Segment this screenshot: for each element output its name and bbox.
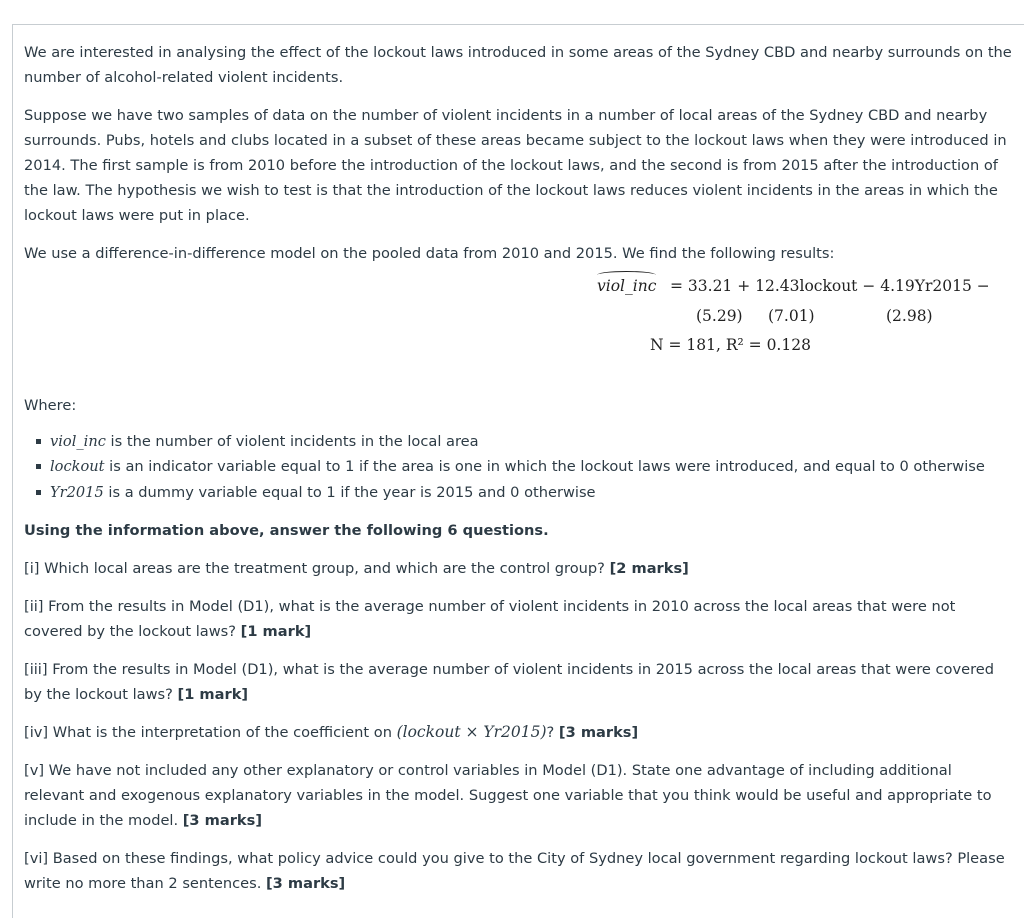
question-4-math: (lockout × Yr2015) [396,722,547,741]
definition-term: lockout [50,458,105,476]
question-6-text: [vi] Based on these findings, what policy advice could you give to the City of Sydney local government regarding lockout laws? Please write no more than 2 sentences. [24,849,1005,892]
se-constant: (5.29) [696,307,743,325]
se-lockout: (7.01) [768,307,815,325]
question-5-marks: [3 marks] [182,811,262,829]
equation-stats: N = 181, R² = 0.128 [650,336,811,354]
regression-equation [24,273,1014,393]
equation-lhs-text: viol_inc [597,277,657,295]
intro-paragraph: We are interested in analysing the effect of the lockout laws introduced in some areas of the Sydney CBD and nearby surrounds on the number of alcohol-related violent incidents. [24,44,1012,86]
question-5-text: [v] We have not included any other explanatory or control variables in Model (D1). State one advantage of including additional relevant and exogenous explanatory variables in the model. Suggest one variable that you think would be useful and appropriate to include in the model. [24,761,992,829]
definition-term: Yr2015 [50,483,104,501]
context-paragraph: Suppose we have two samples of data on the number of violent incidents in a number of local areas of the Sydney CBD and nearby surrounds. Pubs, hotels and clubs located in a subset of these areas became subject to the lockout laws when they were introduced in 2014. The first sample is from 2010 before the introduction of the lockout laws, and the second is from 2015 after the introduction of the law. The hypothesis we wish to test is that the introduction of the lockout laws reduces violent incidents in the areas in which the lockout laws were put in place. [24,107,1007,224]
question-4-text: [iv] What is the interpretation of the coefficient on [24,723,397,741]
question-4 [24,720,1014,745]
question-6 [24,846,1014,896]
question-1 [24,556,1014,581]
equation-lhs [597,277,656,295]
question-1-text: [i] Which local areas are the treatment group, and which are the control group? [24,559,610,577]
definition-text: is an indicator variable equal to 1 if the area is one in which the lockout laws were introduced, and equal to 0 otherwise [104,458,985,476]
question-content [24,40,1014,909]
question-5 [24,758,1014,833]
question-3 [24,657,1014,707]
definition-text: is the number of violent incidents in the local area [105,433,479,450]
where-label: Where: [24,397,77,414]
question-2 [24,594,1014,644]
se-yr2015: (2.98) [886,307,933,325]
question-4-marks: [3 marks] [558,723,639,741]
definition-item [50,454,1014,479]
question-6-marks: [3 marks] [265,874,346,892]
definitions-list [24,429,1014,505]
definition-item [50,480,1014,505]
equation-rhs: = 33.21 + 12.43lockout − 4.19Yr2015 − [670,277,990,295]
model-intro-paragraph: We use a difference-in-difference model on the pooled data from 2010 and 2015. We find the following results: [24,245,835,262]
question-2-marks: [1 mark] [240,622,312,640]
instruction [24,518,1014,543]
question-1-marks: [2 marks] [609,559,689,577]
instruction-text: Using the information above, answer the following 6 questions. [24,521,549,539]
question-3-text: [iii] From the results in Model (D1), what is the average number of violent incidents in 2015 across the local areas that were covered by the lockout laws? [24,660,994,703]
definition-text: is a dummy variable equal to 1 if the year is 2015 and 0 otherwise [103,483,596,501]
question-4-post: ? [546,723,559,741]
question-3-marks: [1 mark] [177,685,249,703]
definition-term: viol_inc [50,433,106,450]
definition-item [50,429,1014,454]
question-2-text: [ii] From the results in Model (D1), what is the average number of violent incidents in 2010 across the local areas that were not covered by the lockout laws? [24,597,956,640]
